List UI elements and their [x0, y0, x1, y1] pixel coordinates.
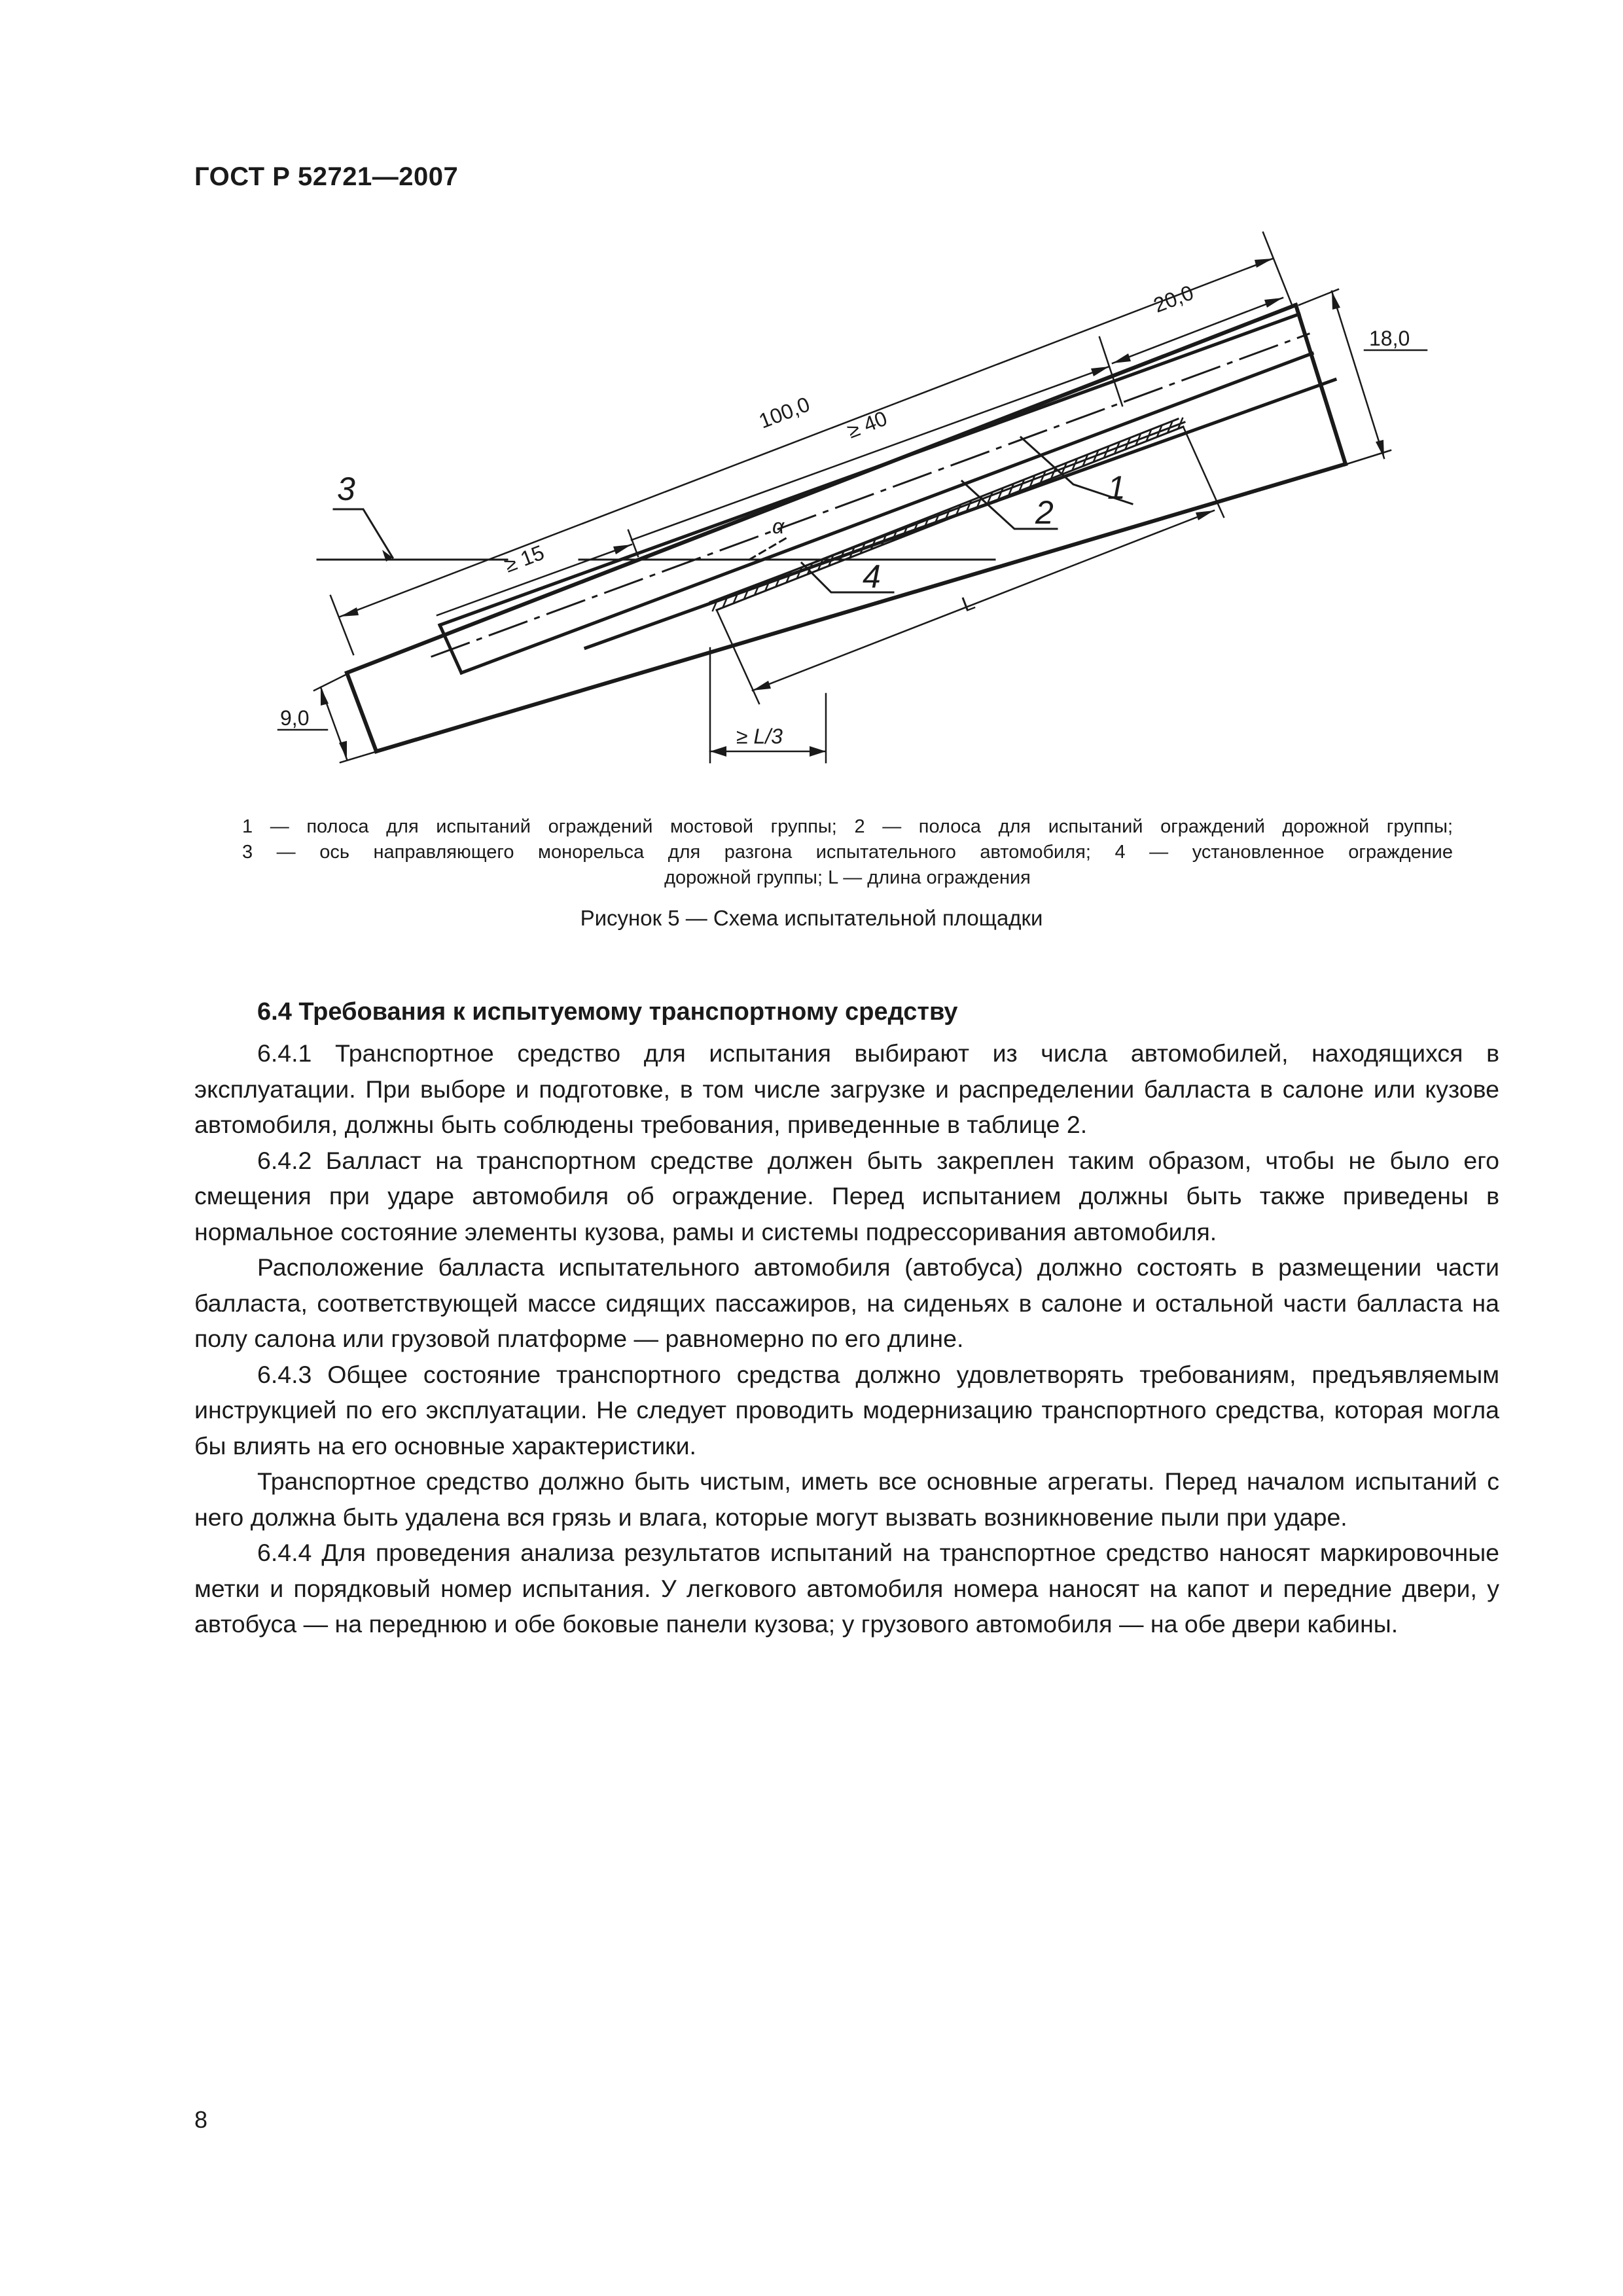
arrow-100-right — [1255, 259, 1273, 268]
callout-3: 3 — [337, 471, 355, 507]
arrow-18-top — [1332, 291, 1340, 310]
platform-outer-left-edge — [347, 673, 376, 751]
dim-L-ext-left — [717, 610, 759, 704]
arrow-20-right — [1264, 298, 1283, 308]
arrow-20-left — [1113, 353, 1131, 363]
paragraph: 6.4.1 Транспортное средство для испытания выбирают из числа автомобилей, находящихся в эксплуатации. При выборе и подготовке, в том числе загрузке и распределении балласта в салоне или кузове автомобиля, должны быть соблюдены требования, приведенные в таблице 2. — [194, 1039, 1499, 1138]
dim-20-ext-left — [1099, 337, 1122, 406]
figure-legend — [242, 814, 1453, 891]
paragraph: 6.4.2 Балласт на транспортном средстве должен быть закреплен таким образом, чтобы не было его смещения при ударе автомобиля об ограждение. Перед испытанием должны быть также приведены в нормальное состояние элементы кузова, рамы и системы подрессоривания автомобиля. — [194, 1146, 1499, 1246]
legend-line: дорожной группы; L — длина ограждения — [664, 867, 1031, 888]
figure-title: Рисунок 5 — Схема испытательной площадки — [580, 906, 1043, 930]
callout-4: 4 — [863, 558, 881, 595]
page-number: 8 — [194, 2106, 208, 2133]
dim-label-20: 20,0 — [1150, 280, 1197, 317]
callout-3-leader — [334, 509, 393, 558]
arrow-9-top — [321, 687, 329, 706]
lane-axis-dash-dot — [432, 334, 1309, 656]
legend-line: 3 — ось направляющего монорельса для разгона испытательного автомобиля; 4 — установленное ограждение — [242, 842, 1453, 863]
dim-100-ext-left — [330, 596, 353, 655]
dim-label-L3: ≥ L/3 — [736, 725, 783, 748]
paragraph: Расположение балласта испытательного автомобиля (автобуса) должно состоять в размещении части балласта, соответствующей массе сидящих пассажиров, на сиденьях в салоне и остальной части балласта на полу салона или грузовой платформе — равномерно по его длине. — [194, 1253, 1499, 1352]
test-site-diagram — [0, 0, 1623, 916]
dim-18-line — [1332, 291, 1384, 458]
dim-9-ext-top — [314, 674, 347, 691]
arrow-15-right — [613, 545, 632, 554]
platform-outer-bottom-edge — [376, 464, 1346, 751]
callout-2: 2 — [1035, 494, 1054, 531]
dim-label-15: ≥ 15 — [501, 540, 548, 577]
document-header: ГОСТ Р 52721—2007 — [194, 162, 459, 191]
paragraph: 6.4.3 Общее состояние транспортного средства должно удовлетворять требованиям, предъявляемым инструкцией по его эксплуатации. Не следует проводить модернизацию транспортного средства, которая могла бы влиять на его основные характеристики. — [194, 1360, 1499, 1460]
dim-40-ext-left — [628, 530, 638, 556]
dim-label-L: L — [958, 590, 978, 617]
paragraph: Транспортное средство должно быть чистым, иметь все основные агрегаты. Перед началом испытаний с него должна быть удалена вся грязь и влага, которые могут вызвать возникновение пыли при ударе. — [194, 1467, 1499, 1531]
arrow-9-bottom — [339, 741, 347, 759]
arrow-L-right — [1196, 511, 1214, 520]
arrow-40-right — [1091, 367, 1109, 376]
paragraph: 6.4.4 Для проведения анализа результатов испытаний на транспортное средство наносят маркировочные метки и порядковый номер испытания. У легкового автомобиля номера наносят на капот и передние двери, у автобуса — на переднюю и обе боковые панели кузова; у грузового автомобиля — на обе двери кабины. — [194, 1539, 1499, 1638]
dim-label-40: ≥ 40 — [844, 406, 891, 443]
section-heading: 6.4 Требования к испытуемому транспортному средству — [257, 998, 958, 1026]
section-body — [194, 1035, 1499, 1642]
arrow-100-left — [340, 607, 359, 617]
legend-line: 1 — полоса для испытаний ограждений мостовой группы; 2 — полоса для испытаний ограждений дорожной группы; — [242, 816, 1453, 837]
callout-1: 1 — [1107, 469, 1126, 506]
dim-label-18: 18,0 — [1369, 327, 1410, 350]
arrow-L-left — [753, 681, 771, 691]
dim-100-ext-right — [1263, 232, 1293, 306]
dim-L-ext-right — [1183, 427, 1224, 517]
dim-label-9: 9,0 — [280, 706, 310, 730]
arrow-L3-right — [810, 746, 826, 757]
arrow-L3-left — [710, 746, 726, 757]
dim-label-100: 100,0 — [755, 392, 813, 433]
test-site-diagram-svg — [0, 0, 1623, 916]
angle-label: α — [772, 514, 785, 538]
